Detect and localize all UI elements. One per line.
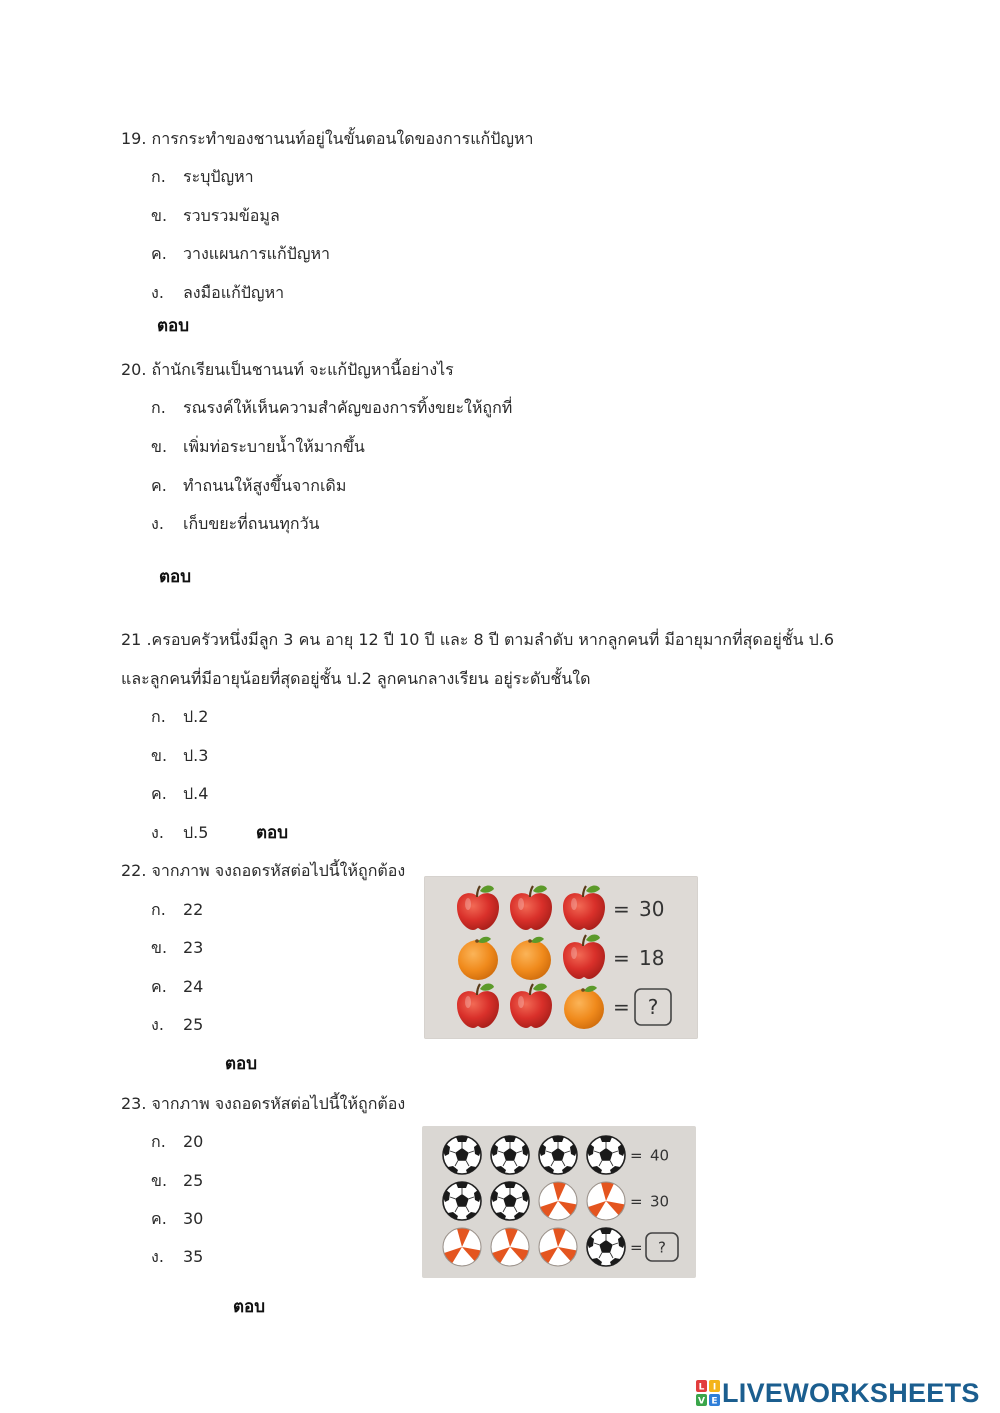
equals-sign: = [630, 1192, 643, 1211]
question-23-answer-label: ตอบ [233, 1297, 266, 1317]
equals-sign: = [630, 1146, 643, 1165]
svg-text:V: V [698, 1396, 705, 1406]
question-21-option-d[interactable] [151, 821, 208, 846]
question-20-text: 20. ถ้านักเรียนเป็นชานนท์ จะแก้ปัญหานี้อย่างไร [121, 360, 454, 379]
option-label: ข. [151, 1171, 168, 1190]
option-label: ค. [151, 784, 167, 803]
option-label: ข. [151, 938, 168, 957]
option-label: ค. [151, 476, 167, 495]
question-20-option-c[interactable] [151, 474, 346, 499]
question-21-text-line2: และลูกคนที่มีอายุน้อยที่สุดอยู่ชั้น ป.2 ลูกคนกลางเรียน อยู่ระดับชั้นใด [121, 669, 591, 688]
question-22-option-c[interactable] [151, 975, 203, 1000]
question-22-option-d[interactable] [151, 1013, 203, 1038]
question-mark: ? [647, 995, 659, 1020]
question-21-option-a[interactable] [151, 705, 208, 730]
option-text: 35 [183, 1247, 204, 1266]
option-text: ลงมือแก้ปัญหา [183, 283, 285, 302]
option-text: ป.3 [183, 746, 209, 765]
option-label: ข. [151, 206, 168, 225]
liveworksheets-logo-icon [696, 1380, 720, 1406]
option-label: ก. [151, 1132, 166, 1151]
option-label: ง. [151, 1015, 164, 1034]
option-text: เก็บขยะที่ถนนทุกวัน [183, 514, 320, 533]
option-text: รณรงค์ให้เห็นความสำคัญของการทิ้งขยะให้ถูกที่ [183, 398, 513, 417]
option-text: 24 [183, 977, 204, 996]
svg-text:E: E [711, 1396, 718, 1406]
option-text: 25 [183, 1015, 204, 1034]
option-text: ป.5 [183, 823, 209, 842]
equals-sign: = [613, 897, 630, 922]
option-text: ระบุปัญหา [183, 167, 254, 186]
question-20-option-d[interactable] [151, 512, 319, 537]
option-label: ค. [151, 977, 167, 996]
option-text: ป.4 [183, 784, 209, 803]
option-label: ง. [151, 283, 164, 302]
question-23-option-d[interactable] [151, 1245, 203, 1270]
option-text: ทำถนนให้สูงขึ้นจากเดิม [183, 476, 347, 495]
option-label: ก. [151, 167, 166, 186]
option-text: 22 [183, 900, 204, 919]
row-result: 30 [650, 1192, 670, 1211]
option-label: ข. [151, 437, 168, 456]
question-23-option-b[interactable] [151, 1169, 203, 1194]
svg-text:L: L [698, 1382, 705, 1393]
equals-sign: = [613, 946, 630, 971]
option-text: รวบรวมข้อมูล [183, 206, 280, 225]
question-19-option-d[interactable] [151, 281, 284, 306]
question-21-text-line1: 21 .ครอบครัวหนึ่งมีลูก 3 คน อายุ 12 ปี 10 ปี และ 8 ปี ตามลำดับ หากลูกคนที่ มีอายุมากที่สุดอยู่ชั้น ป.6 [121, 630, 835, 649]
option-label: ก. [151, 398, 166, 417]
question-21-option-c[interactable] [151, 782, 208, 807]
option-text: 20 [183, 1132, 204, 1151]
question-19-option-b[interactable] [151, 204, 280, 229]
question-19-option-a[interactable] [151, 165, 254, 190]
option-label: ง. [151, 823, 164, 842]
question-19-answer-label: ตอบ [157, 316, 190, 336]
option-label: ค. [151, 244, 167, 263]
equals-sign: = [630, 1238, 643, 1257]
question-21-option-b[interactable] [151, 744, 208, 769]
liveworksheets-logo [696, 1376, 980, 1410]
row-result: 18 [639, 946, 665, 971]
question-21-answer-label: ตอบ [256, 823, 289, 843]
question-23-text: 23. จากภาพ จงถอดรหัสต่อไปนี้ให้ถูกต้อง [121, 1094, 406, 1113]
option-label: ก. [151, 900, 166, 919]
option-text: เพิ่มท่อระบายน้ำให้มากขึ้น [183, 437, 365, 456]
liveworksheets-wordmark: LIVEWORKSHEETS [722, 1377, 980, 1408]
question-mark: ? [658, 1238, 666, 1257]
row-result: 30 [639, 897, 665, 922]
option-label: ง. [151, 514, 164, 533]
option-label: ข. [151, 746, 168, 765]
option-label: ก. [151, 707, 166, 726]
question-19-option-c[interactable] [151, 242, 330, 267]
question-22-option-a[interactable] [151, 898, 203, 923]
fruit-puzzle-image [424, 876, 698, 1039]
question-22-option-b[interactable] [151, 936, 203, 961]
question-23-option-a[interactable] [151, 1130, 203, 1155]
equals-sign: = [613, 995, 630, 1020]
question-22-answer-label: ตอบ [225, 1054, 258, 1074]
question-20-option-b[interactable] [151, 435, 365, 460]
question-20-answer-label: ตอบ [159, 567, 192, 587]
option-text: ป.2 [183, 707, 209, 726]
question-22-text: 22. จากภาพ จงถอดรหัสต่อไปนี้ให้ถูกต้อง [121, 861, 406, 880]
option-text: วางแผนการแก้ปัญหา [183, 244, 330, 263]
svg-text:I: I [712, 1382, 717, 1393]
row-result: 40 [650, 1146, 670, 1165]
option-text: 30 [183, 1209, 204, 1228]
option-label: ง. [151, 1247, 164, 1266]
option-text: 25 [183, 1171, 204, 1190]
question-23-option-c[interactable] [151, 1207, 203, 1232]
ball-puzzle-image [422, 1126, 696, 1278]
option-label: ค. [151, 1209, 167, 1228]
option-text: 23 [183, 938, 204, 957]
question-19-text: 19. การกระทำของชานนท์อยู่ในขั้นตอนใดของการแก้ปัญหา [121, 129, 534, 148]
question-20-option-a[interactable] [151, 396, 512, 421]
